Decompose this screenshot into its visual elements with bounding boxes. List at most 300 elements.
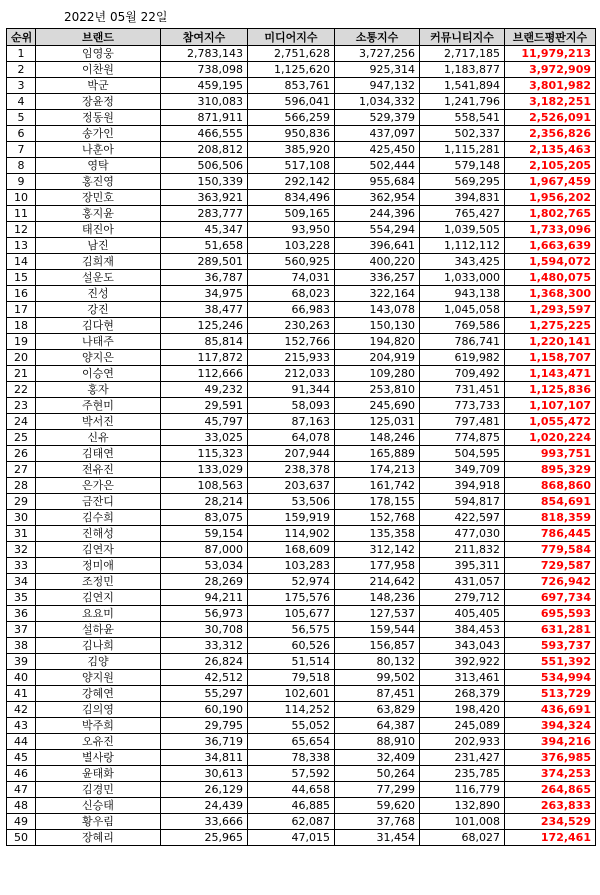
community-cell: 431,057 — [420, 574, 505, 590]
brand-cell: 임영웅 — [36, 46, 161, 62]
brand-cell: 영탁 — [36, 158, 161, 174]
communication-cell: 109,280 — [335, 366, 420, 382]
reputation-cell: 868,860 — [505, 478, 596, 494]
media-cell: 159,919 — [248, 510, 335, 526]
community-cell: 1,115,281 — [420, 142, 505, 158]
community-cell: 1,045,058 — [420, 302, 505, 318]
participation-cell: 33,025 — [161, 430, 248, 446]
community-cell: 1,039,505 — [420, 222, 505, 238]
reputation-cell: 854,691 — [505, 494, 596, 510]
reputation-cell: 1,125,836 — [505, 382, 596, 398]
brand-cell: 홍지윤 — [36, 206, 161, 222]
rank-cell: 23 — [7, 398, 36, 414]
community-cell: 384,453 — [420, 622, 505, 638]
participation-cell: 42,512 — [161, 670, 248, 686]
brand-cell: 설운도 — [36, 270, 161, 286]
communication-cell: 955,684 — [335, 174, 420, 190]
rank-cell: 48 — [7, 798, 36, 814]
table-row — [7, 190, 596, 206]
brand-cell: 별사랑 — [36, 750, 161, 766]
table-row — [7, 814, 596, 830]
participation-cell: 871,911 — [161, 110, 248, 126]
reputation-cell: 818,359 — [505, 510, 596, 526]
rank-cell: 31 — [7, 526, 36, 542]
rank-cell: 25 — [7, 430, 36, 446]
table-row — [7, 750, 596, 766]
participation-cell: 36,787 — [161, 270, 248, 286]
rank-cell: 42 — [7, 702, 36, 718]
table-row — [7, 670, 596, 686]
participation-cell: 36,719 — [161, 734, 248, 750]
community-cell: 1,033,000 — [420, 270, 505, 286]
reputation-cell: 1,293,597 — [505, 302, 596, 318]
table-row — [7, 398, 596, 414]
community-cell: 1,241,796 — [420, 94, 505, 110]
brand-reputation-table — [6, 28, 596, 846]
rank-cell: 41 — [7, 686, 36, 702]
rank-cell: 2 — [7, 62, 36, 78]
media-cell: 114,252 — [248, 702, 335, 718]
reputation-cell: 551,392 — [505, 654, 596, 670]
communication-cell: 925,314 — [335, 62, 420, 78]
table-row — [7, 270, 596, 286]
rank-cell: 9 — [7, 174, 36, 190]
brand-cell: 진성 — [36, 286, 161, 302]
table-row — [7, 638, 596, 654]
table-row — [7, 94, 596, 110]
media-cell: 168,609 — [248, 542, 335, 558]
rank-cell: 14 — [7, 254, 36, 270]
community-cell: 68,027 — [420, 830, 505, 846]
table-row — [7, 142, 596, 158]
brand-cell: 전유진 — [36, 462, 161, 478]
header-participation: 참여지수 — [161, 29, 248, 46]
participation-cell: 112,666 — [161, 366, 248, 382]
participation-cell: 33,666 — [161, 814, 248, 830]
reputation-cell: 172,461 — [505, 830, 596, 846]
rank-cell: 26 — [7, 446, 36, 462]
reputation-cell: 264,865 — [505, 782, 596, 798]
participation-cell: 133,029 — [161, 462, 248, 478]
reputation-cell: 1,275,225 — [505, 318, 596, 334]
rank-cell: 16 — [7, 286, 36, 302]
media-cell: 105,677 — [248, 606, 335, 622]
community-cell: 2,717,185 — [420, 46, 505, 62]
rank-cell: 38 — [7, 638, 36, 654]
reputation-cell: 1,967,459 — [505, 174, 596, 190]
media-cell: 1,125,620 — [248, 62, 335, 78]
community-cell: 116,779 — [420, 782, 505, 798]
brand-cell: 나태주 — [36, 334, 161, 350]
rank-cell: 5 — [7, 110, 36, 126]
rank-cell: 7 — [7, 142, 36, 158]
communication-cell: 245,690 — [335, 398, 420, 414]
table-row — [7, 238, 596, 254]
reputation-cell: 1,143,471 — [505, 366, 596, 382]
rank-cell: 1 — [7, 46, 36, 62]
communication-cell: 135,358 — [335, 526, 420, 542]
participation-cell: 28,269 — [161, 574, 248, 590]
rank-cell: 17 — [7, 302, 36, 318]
reputation-cell: 534,994 — [505, 670, 596, 686]
media-cell: 566,259 — [248, 110, 335, 126]
participation-cell: 87,000 — [161, 542, 248, 558]
community-cell: 395,311 — [420, 558, 505, 574]
table-row — [7, 446, 596, 462]
media-cell: 53,506 — [248, 494, 335, 510]
reputation-cell: 394,324 — [505, 718, 596, 734]
media-cell: 46,885 — [248, 798, 335, 814]
participation-cell: 45,347 — [161, 222, 248, 238]
community-cell: 1,541,894 — [420, 78, 505, 94]
media-cell: 596,041 — [248, 94, 335, 110]
media-cell: 52,974 — [248, 574, 335, 590]
rank-cell: 47 — [7, 782, 36, 798]
participation-cell: 60,190 — [161, 702, 248, 718]
media-cell: 509,165 — [248, 206, 335, 222]
community-cell: 594,817 — [420, 494, 505, 510]
brand-cell: 나훈아 — [36, 142, 161, 158]
community-cell: 943,138 — [420, 286, 505, 302]
communication-cell: 63,829 — [335, 702, 420, 718]
table-row — [7, 158, 596, 174]
rank-cell: 34 — [7, 574, 36, 590]
participation-cell: 56,973 — [161, 606, 248, 622]
table-row — [7, 622, 596, 638]
communication-cell: 322,164 — [335, 286, 420, 302]
reputation-cell: 1,480,075 — [505, 270, 596, 286]
table-row — [7, 558, 596, 574]
community-cell: 405,405 — [420, 606, 505, 622]
brand-cell: 진해성 — [36, 526, 161, 542]
table-row — [7, 206, 596, 222]
media-cell: 212,033 — [248, 366, 335, 382]
communication-cell: 99,502 — [335, 670, 420, 686]
community-cell: 1,183,877 — [420, 62, 505, 78]
media-cell: 175,576 — [248, 590, 335, 606]
reputation-cell: 376,985 — [505, 750, 596, 766]
reputation-cell: 513,729 — [505, 686, 596, 702]
communication-cell: 244,396 — [335, 206, 420, 222]
brand-cell: 윤태화 — [36, 766, 161, 782]
rank-cell: 49 — [7, 814, 36, 830]
table-row — [7, 286, 596, 302]
brand-cell: 장윤정 — [36, 94, 161, 110]
brand-cell: 김희재 — [36, 254, 161, 270]
brand-cell: 요요미 — [36, 606, 161, 622]
participation-cell: 49,232 — [161, 382, 248, 398]
rank-cell: 12 — [7, 222, 36, 238]
rank-cell: 8 — [7, 158, 36, 174]
brand-cell: 김태연 — [36, 446, 161, 462]
table-row — [7, 318, 596, 334]
media-cell: 203,637 — [248, 478, 335, 494]
table-row — [7, 462, 596, 478]
media-cell: 47,015 — [248, 830, 335, 846]
participation-cell: 738,098 — [161, 62, 248, 78]
communication-cell: 37,768 — [335, 814, 420, 830]
rank-cell: 3 — [7, 78, 36, 94]
brand-cell: 김경민 — [36, 782, 161, 798]
rank-cell: 19 — [7, 334, 36, 350]
rank-cell: 35 — [7, 590, 36, 606]
rank-cell: 24 — [7, 414, 36, 430]
community-cell: 392,922 — [420, 654, 505, 670]
media-cell: 152,766 — [248, 334, 335, 350]
rank-cell: 18 — [7, 318, 36, 334]
participation-cell: 310,083 — [161, 94, 248, 110]
brand-cell: 양지은 — [36, 350, 161, 366]
participation-cell: 26,129 — [161, 782, 248, 798]
brand-cell: 김수희 — [36, 510, 161, 526]
participation-cell: 466,555 — [161, 126, 248, 142]
community-cell: 231,427 — [420, 750, 505, 766]
communication-cell: 159,544 — [335, 622, 420, 638]
reputation-cell: 2,105,205 — [505, 158, 596, 174]
participation-cell: 117,872 — [161, 350, 248, 366]
table-row — [7, 478, 596, 494]
brand-cell: 홍자 — [36, 382, 161, 398]
participation-cell: 30,613 — [161, 766, 248, 782]
participation-cell: 115,323 — [161, 446, 248, 462]
community-cell: 797,481 — [420, 414, 505, 430]
participation-cell: 94,211 — [161, 590, 248, 606]
table-row — [7, 110, 596, 126]
reputation-cell: 993,751 — [505, 446, 596, 462]
table-row — [7, 126, 596, 142]
reputation-cell: 697,734 — [505, 590, 596, 606]
participation-cell: 2,783,143 — [161, 46, 248, 62]
reputation-cell: 2,135,463 — [505, 142, 596, 158]
header-community: 커뮤니티지수 — [420, 29, 505, 46]
media-cell: 103,283 — [248, 558, 335, 574]
rank-cell: 21 — [7, 366, 36, 382]
brand-cell: 정동원 — [36, 110, 161, 126]
participation-cell: 83,075 — [161, 510, 248, 526]
reputation-cell: 1,055,472 — [505, 414, 596, 430]
table-row — [7, 62, 596, 78]
table-row — [7, 542, 596, 558]
communication-cell: 59,620 — [335, 798, 420, 814]
brand-cell: 조정민 — [36, 574, 161, 590]
community-cell: 477,030 — [420, 526, 505, 542]
brand-cell: 박군 — [36, 78, 161, 94]
participation-cell: 28,214 — [161, 494, 248, 510]
reputation-cell: 436,691 — [505, 702, 596, 718]
brand-cell: 강진 — [36, 302, 161, 318]
table-row — [7, 302, 596, 318]
table-row — [7, 574, 596, 590]
rank-cell: 44 — [7, 734, 36, 750]
brand-cell: 금잔디 — [36, 494, 161, 510]
media-cell: 66,983 — [248, 302, 335, 318]
reputation-cell: 263,833 — [505, 798, 596, 814]
media-cell: 560,925 — [248, 254, 335, 270]
media-cell: 834,496 — [248, 190, 335, 206]
reputation-cell: 593,737 — [505, 638, 596, 654]
media-cell: 385,920 — [248, 142, 335, 158]
participation-cell: 29,795 — [161, 718, 248, 734]
brand-cell: 정미애 — [36, 558, 161, 574]
table-row — [7, 590, 596, 606]
communication-cell: 77,299 — [335, 782, 420, 798]
media-cell: 103,228 — [248, 238, 335, 254]
media-cell: 74,031 — [248, 270, 335, 286]
media-cell: 950,836 — [248, 126, 335, 142]
rank-cell: 46 — [7, 766, 36, 782]
reputation-cell: 2,356,826 — [505, 126, 596, 142]
community-cell: 394,918 — [420, 478, 505, 494]
brand-cell: 김양 — [36, 654, 161, 670]
communication-cell: 178,155 — [335, 494, 420, 510]
rank-cell: 4 — [7, 94, 36, 110]
communication-cell: 362,954 — [335, 190, 420, 206]
communication-cell: 127,537 — [335, 606, 420, 622]
brand-cell: 신유 — [36, 430, 161, 446]
table-row — [7, 254, 596, 270]
communication-cell: 312,142 — [335, 542, 420, 558]
communication-cell: 125,031 — [335, 414, 420, 430]
rank-cell: 50 — [7, 830, 36, 846]
community-cell: 198,420 — [420, 702, 505, 718]
rank-cell: 28 — [7, 478, 36, 494]
rank-cell: 43 — [7, 718, 36, 734]
communication-cell: 143,078 — [335, 302, 420, 318]
communication-cell: 150,130 — [335, 318, 420, 334]
media-cell: 62,087 — [248, 814, 335, 830]
communication-cell: 204,919 — [335, 350, 420, 366]
participation-cell: 125,246 — [161, 318, 248, 334]
community-cell: 774,875 — [420, 430, 505, 446]
communication-cell: 1,034,332 — [335, 94, 420, 110]
table-row — [7, 414, 596, 430]
reputation-cell: 3,182,251 — [505, 94, 596, 110]
media-cell: 56,575 — [248, 622, 335, 638]
participation-cell: 289,501 — [161, 254, 248, 270]
communication-cell: 425,450 — [335, 142, 420, 158]
table-row — [7, 78, 596, 94]
communication-cell: 396,641 — [335, 238, 420, 254]
communication-cell: 64,387 — [335, 718, 420, 734]
table-row — [7, 830, 596, 846]
reputation-cell: 1,158,707 — [505, 350, 596, 366]
brand-cell: 강혜연 — [36, 686, 161, 702]
communication-cell: 152,768 — [335, 510, 420, 526]
community-cell: 101,008 — [420, 814, 505, 830]
brand-cell: 신승태 — [36, 798, 161, 814]
participation-cell: 506,506 — [161, 158, 248, 174]
table-row — [7, 734, 596, 750]
reputation-cell: 374,253 — [505, 766, 596, 782]
header-communication: 소통지수 — [335, 29, 420, 46]
table-row — [7, 222, 596, 238]
media-cell: 60,526 — [248, 638, 335, 654]
communication-cell: 529,379 — [335, 110, 420, 126]
brand-cell: 이찬원 — [36, 62, 161, 78]
communication-cell: 32,409 — [335, 750, 420, 766]
reputation-cell: 631,281 — [505, 622, 596, 638]
communication-cell: 174,213 — [335, 462, 420, 478]
participation-cell: 283,777 — [161, 206, 248, 222]
community-cell: 569,295 — [420, 174, 505, 190]
table-row — [7, 174, 596, 190]
reputation-cell: 729,587 — [505, 558, 596, 574]
participation-cell: 51,658 — [161, 238, 248, 254]
reputation-cell: 234,529 — [505, 814, 596, 830]
table-row — [7, 766, 596, 782]
participation-cell: 208,812 — [161, 142, 248, 158]
participation-cell: 85,814 — [161, 334, 248, 350]
table-row — [7, 798, 596, 814]
rank-cell: 11 — [7, 206, 36, 222]
rank-cell: 20 — [7, 350, 36, 366]
table-row — [7, 510, 596, 526]
table-row — [7, 654, 596, 670]
participation-cell: 34,811 — [161, 750, 248, 766]
media-cell: 292,142 — [248, 174, 335, 190]
participation-cell: 55,297 — [161, 686, 248, 702]
header-row — [7, 29, 596, 46]
media-cell: 238,378 — [248, 462, 335, 478]
rank-cell: 39 — [7, 654, 36, 670]
communication-cell: 194,820 — [335, 334, 420, 350]
communication-cell: 336,257 — [335, 270, 420, 286]
media-cell: 58,093 — [248, 398, 335, 414]
communication-cell: 177,958 — [335, 558, 420, 574]
participation-cell: 26,824 — [161, 654, 248, 670]
rank-cell: 10 — [7, 190, 36, 206]
community-cell: 235,785 — [420, 766, 505, 782]
communication-cell: 148,236 — [335, 590, 420, 606]
reputation-cell: 726,942 — [505, 574, 596, 590]
brand-cell: 장민호 — [36, 190, 161, 206]
media-cell: 853,761 — [248, 78, 335, 94]
community-cell: 268,379 — [420, 686, 505, 702]
participation-cell: 459,195 — [161, 78, 248, 94]
media-cell: 2,751,628 — [248, 46, 335, 62]
participation-cell: 53,034 — [161, 558, 248, 574]
communication-cell: 165,889 — [335, 446, 420, 462]
community-cell: 132,890 — [420, 798, 505, 814]
reputation-cell: 394,216 — [505, 734, 596, 750]
brand-cell: 송가인 — [36, 126, 161, 142]
participation-cell: 25,965 — [161, 830, 248, 846]
media-cell: 215,933 — [248, 350, 335, 366]
rank-cell: 33 — [7, 558, 36, 574]
participation-cell: 34,975 — [161, 286, 248, 302]
brand-cell: 박주희 — [36, 718, 161, 734]
table-row — [7, 702, 596, 718]
reputation-cell: 3,972,909 — [505, 62, 596, 78]
participation-cell: 38,477 — [161, 302, 248, 318]
communication-cell: 400,220 — [335, 254, 420, 270]
community-cell: 731,451 — [420, 382, 505, 398]
table-row — [7, 686, 596, 702]
media-cell: 65,654 — [248, 734, 335, 750]
community-cell: 769,586 — [420, 318, 505, 334]
media-cell: 64,078 — [248, 430, 335, 446]
brand-cell: 홍진영 — [36, 174, 161, 190]
brand-cell: 이승연 — [36, 366, 161, 382]
community-cell: 343,043 — [420, 638, 505, 654]
reputation-cell: 1,594,072 — [505, 254, 596, 270]
brand-cell: 은가은 — [36, 478, 161, 494]
table-row — [7, 718, 596, 734]
communication-cell: 31,454 — [335, 830, 420, 846]
communication-cell: 502,444 — [335, 158, 420, 174]
community-cell: 709,492 — [420, 366, 505, 382]
table-row — [7, 350, 596, 366]
